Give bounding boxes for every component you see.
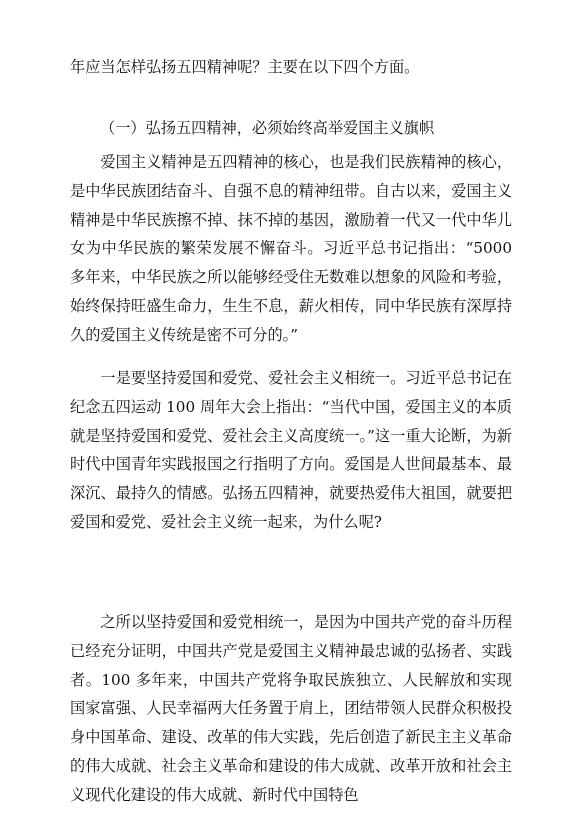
section-heading: （一）弘扬五四精神，必须始终高举爱国主义旗帜 [100, 119, 435, 137]
body-paragraph-party-history: 之所以坚持爱国和爱党相统一，是因为中国共产党的奋斗历程已经充分证明，中国共产党是爱国主义精神最忠诚的弘扬者、实践者。100 多年来，中国共产党将争取民族独立、人民解放和实现国家富强、人民幸福两大任务置于肩上，团结带领人民群众积极投身中国革命、建设、改革的伟大实践，先后创造了新民主主义革命的伟大成就、社会主义革命和建设的伟大成就、改革开放和社会主义现代化建设的伟大成就、新时代中国特色 [70, 613, 512, 804]
body-paragraph-love-country-party: 一是要坚持爱国和爱党、爱社会主义相统一。习近平总书记在纪念五四运动 100 周年大会上指出：“当代中国，爱国主义的本质就是坚持爱国和爱党、爱社会主义高度统一。”这一重大论断，为新时代中国青年实践报国之行指明了方向。爱国是人世间最基本、最深沉、最持久的情感。弘扬五四精神，就要热爱伟大祖国，就要把爱国和爱党、爱社会主义统一起来，为什么呢? [70, 369, 512, 531]
intro-paragraph: 年应当怎样弘扬五四精神呢？主要在以下四个方面。 [70, 58, 420, 76]
body-paragraph-patriotism-core: 爱国主义精神是五四精神的核心，也是我们民族精神的核心，是中华民族团结奋斗、自强不息的精神纽带。自古以来，爱国主义精神是中华民族擦不掉、抹不掉的基因，激励着一代又一代中华儿女为中华民族的繁荣发展不懈奋斗。习近平总书记指出：“5000 多年来，中华民族之所以能够经受住无数难以想象的风险和考验，始终保持旺盛生命力，生生不息，薪火相传，同中华民族有深厚持久的爱国主义传统是密不可分的。” [70, 153, 512, 344]
